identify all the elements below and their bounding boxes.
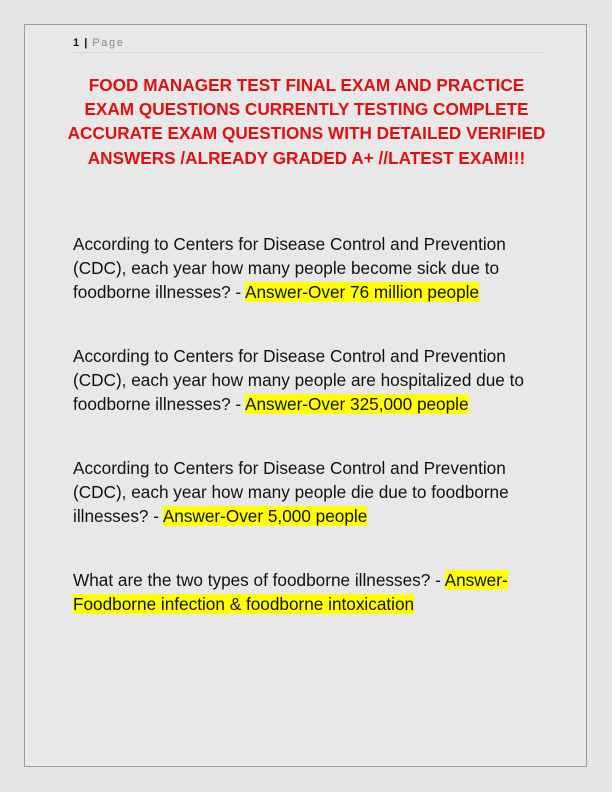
document-title: FOOD MANAGER TEST FINAL EXAM AND PRACTICE EXAM QUESTIONS CURRENTLY TESTING COMPLETE ACCURATE EXAM QUESTIONS WITH DETAILED VERIFIED ANSWERS /ALREADY GRADED A+ //LATEST EXAM!!! [67, 75, 546, 168]
page-separator: | [84, 37, 88, 49]
question-text: According to Centers for Disease Control and Prevention (CDC), each year how many people die due to foodborne illnesses? - [73, 458, 509, 526]
qa-item [73, 456, 543, 528]
answer-text: Answer-Over 76 million people [244, 282, 480, 302]
answer-text: Answer-Foodborne infection & foodborne intoxication [73, 570, 508, 614]
question-text: What are the two types of foodborne illnesses? - [73, 570, 445, 590]
question-text: According to Centers for Disease Control and Prevention (CDC), each year how many people are hospitalized due to foodborne illnesses? - [73, 346, 524, 414]
page-header [73, 36, 543, 53]
page-number: 1 [73, 37, 80, 49]
answer-text: Answer-Over 325,000 people [244, 394, 469, 414]
qa-item [73, 568, 543, 616]
qa-item [73, 232, 543, 304]
page-word: Page [92, 37, 125, 49]
answer-text: Answer-Over 5,000 people [162, 506, 368, 526]
document-page [24, 24, 587, 767]
qa-item [73, 344, 543, 416]
question-text: According to Centers for Disease Control and Prevention (CDC), each year how many people become sick due to foodborne illnesses? - [73, 234, 506, 302]
